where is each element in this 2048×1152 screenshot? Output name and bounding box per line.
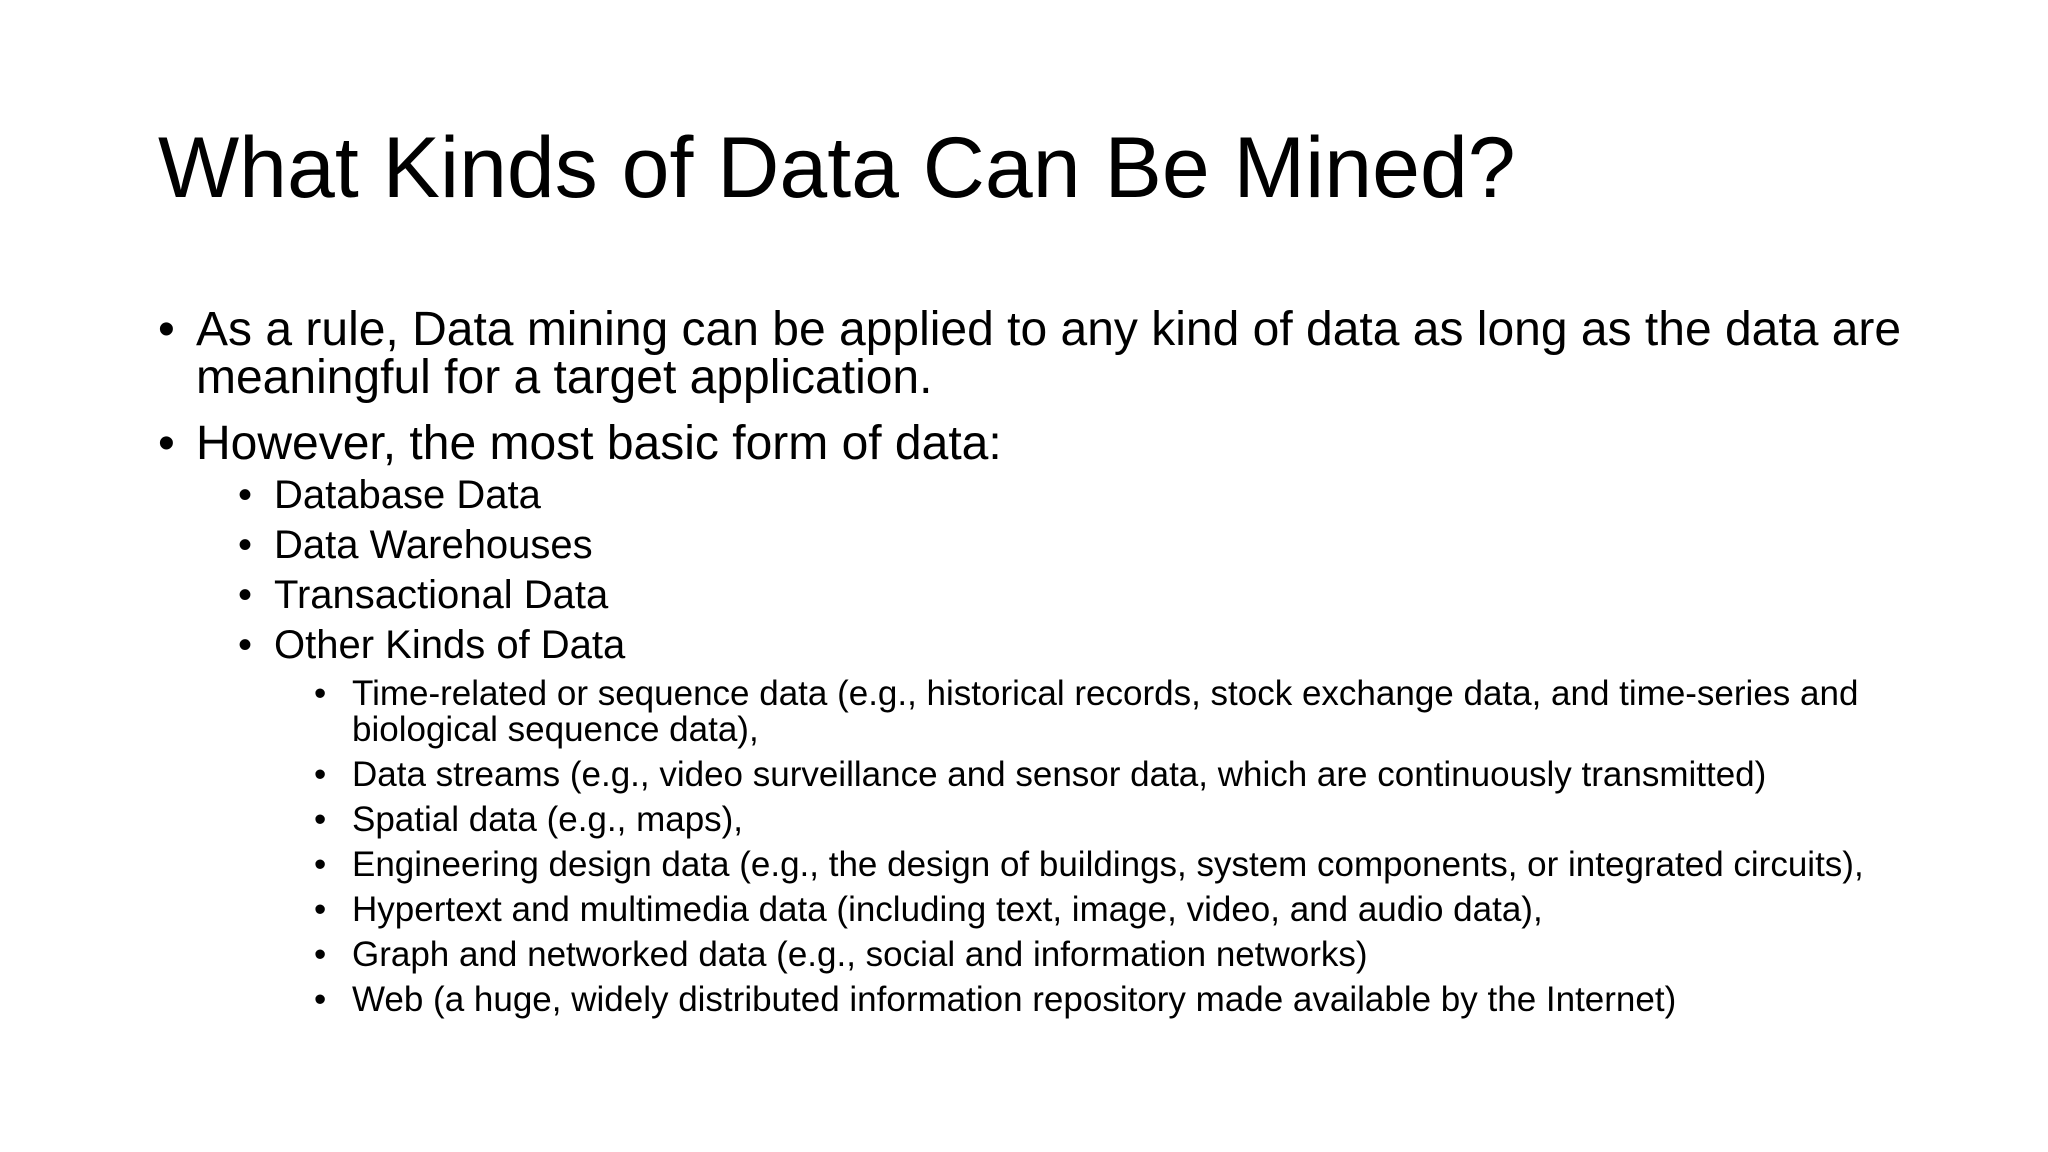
bullet-icon: •: [314, 890, 327, 929]
bullet-item-data-mining-rule: [158, 303, 1938, 404]
bullet-item-basic-forms: [158, 417, 1938, 470]
bullet-text: Web (a huge, widely distributed information repository made available by the Internet): [352, 980, 1677, 1019]
bullet-icon: •: [314, 755, 327, 794]
sub-sub-bullet-time-related: [158, 676, 1938, 748]
bullet-icon: •: [314, 800, 327, 839]
bullet-icon: •: [238, 473, 253, 517]
bullet-text: Data streams (e.g., video surveillance and sensor data, which are continuously transmitted): [352, 755, 1767, 794]
bullet-text: Spatial data (e.g., maps),: [352, 800, 744, 839]
sub-bullet-database-data: [158, 470, 1938, 520]
bullet-icon: •: [238, 623, 253, 667]
bullet-text: Other Kinds of Data: [274, 623, 626, 667]
sub-bullet-transactional-data: [158, 570, 1938, 620]
bullet-icon: •: [314, 674, 327, 713]
bullet-text: Database Data: [274, 473, 541, 517]
bullet-icon: •: [158, 303, 175, 356]
sub-sub-bullet-engineering: [158, 847, 1938, 883]
bullet-icon: •: [314, 935, 327, 974]
sub-sub-bullet-graph: [158, 937, 1938, 973]
bullet-icon: •: [238, 573, 253, 617]
bullet-text: Data Warehouses: [274, 523, 593, 567]
bullet-text: Time-related or sequence data (e.g., historical records, stock exchange data, and time-series and biological sequence data),: [352, 674, 1859, 749]
sub-bullet-other-kinds: [158, 620, 1938, 670]
bullet-text: Transactional Data: [274, 573, 609, 617]
bullet-icon: •: [314, 845, 327, 884]
slide-body: [158, 303, 1938, 1027]
sub-bullet-data-warehouses: [158, 520, 1938, 570]
bullet-text: As a rule, Data mining can be applied to any kind of data as long as the data are meaningful for a target application.: [196, 303, 1902, 404]
sub-sub-bullet-data-streams: [158, 757, 1938, 793]
bullet-icon: •: [158, 417, 175, 470]
sub-sub-bullet-spatial: [158, 802, 1938, 838]
bullet-text: However, the most basic form of data:: [196, 417, 1002, 470]
slide-title: What Kinds of Data Can Be Mined?: [158, 120, 1516, 216]
bullet-text: Hypertext and multimedia data (including text, image, video, and audio data),: [352, 890, 1543, 929]
bullet-icon: •: [238, 523, 253, 567]
sub-sub-bullet-hypertext: [158, 892, 1938, 928]
sub-sub-bullet-web: [158, 982, 1938, 1018]
bullet-text: Graph and networked data (e.g., social and information networks): [352, 935, 1368, 974]
bullet-text: Engineering design data (e.g., the design of buildings, system components, or integrated circuits),: [352, 845, 1864, 884]
bullet-icon: •: [314, 980, 327, 1019]
